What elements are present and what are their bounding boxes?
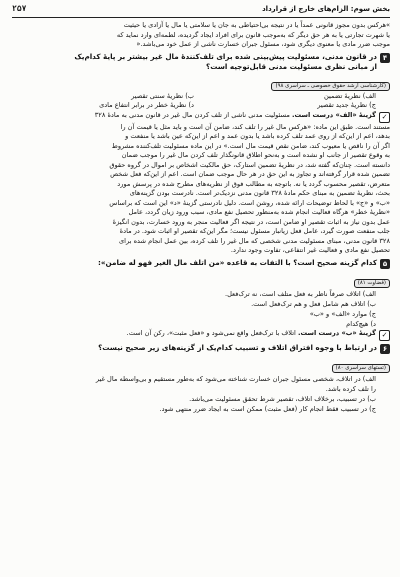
intro-line: »هرکس بدون مجوز قانونی عمداً یا در نتیجه بی‌احتیاطی به جان یا سلامتی یا مال یا آزادی یا حیثیت	[123, 21, 390, 29]
answer-line: دانسته است. چنان‌که گفته شد، در نظریهٔ تضمین استارک، حق مالکیت اشخاص بر اموال در گروه حقوق	[109, 160, 390, 169]
question-text: در قانون مدنی، مسئولیت پیش‌بینی شده برای تلف‌کنندهٔ مال غیر بیشتر بر پایهٔ کدام‌یک	[74, 51, 377, 61]
answer-lead: گزینهٔ «الف» درست است.	[292, 110, 376, 119]
answer-lead: گزینهٔ «ب» درست است.	[297, 328, 376, 337]
answer-line: متعرض، تقصیر محسوب گردد یا نه. باتوجه به مطالب فوق از نظریه‌های مطرح شده در پرسش مورد	[117, 179, 390, 188]
checkmark-icon: ✓	[379, 112, 390, 123]
option-c: ج) موارد «الف» و «ب»	[309, 309, 376, 318]
answer-line: مسئولیت مدنی ناشی از تلف کردن مال غیر در قانون مدنی به مادهٔ ۳۲۸	[94, 110, 290, 119]
question-number: ۴	[380, 53, 390, 63]
question-text: از مبانی نظری مسئولیت مدنی قابل‌توجیه است؟	[206, 61, 377, 71]
option-a-continued: را تلف کرده باشد.	[325, 384, 376, 393]
source-tag: (کارشناسی ارشد حقوق خصوصی ـ سراسری ۹۸)	[271, 82, 390, 91]
question-number: ۶	[380, 344, 390, 354]
source-tag: (تستهای سراسری ۸۰)	[332, 364, 390, 373]
answer-line: مستند است. طبق این ماده: «هرکس مال غیر را تلف کند، ضامن آن است و باید مثل یا قیمت آن را	[120, 122, 390, 131]
intro-paragraph	[12, 21, 390, 50]
source-tag: (قضاوت ۸۱)	[354, 279, 390, 288]
answer-block	[12, 329, 390, 341]
option-b: ب) نظریهٔ سنتی تقصیر	[131, 91, 194, 100]
answer-line: عمل بدون نیاز به اثبات تقصیر او ضامن است، در نتیجه اگر فعالیت منجر به ورود خسارت، بدون انگیزهٔ	[112, 217, 390, 226]
answer-line: به وقوع تقصیر از جانب او نشده است و به‌نحو اطلاق قانونگذار تلف کردن مال غیر را موجب ضمان	[121, 151, 390, 159]
answer-text: اتلاف با ترک‌فعل واقع نمی‌شود و «فعل مثبت»، رکن آن است.	[126, 328, 296, 337]
option-a: الف) در اتلاف، شخصی مسئول جبران خسارت شناخته می‌شود که به‌طور مستقیم و بی‌واسطه مال غیر	[95, 374, 376, 383]
answer-line: «نظریهٔ خطر» هرگاه فعالیت انجام شده به‌منظور تحصیل نفع مادی، سبب ورود زیان گردد، عامل	[128, 208, 390, 216]
section-title: بخش سوم: الزام‌های خارج از قرارداد	[262, 4, 390, 13]
option-a: الف) نظریهٔ تضمین	[323, 91, 376, 100]
options-list	[12, 374, 376, 414]
options-list	[12, 289, 376, 329]
question-5	[12, 258, 390, 341]
option-c: ج) نظریهٔ جدید تقصیر	[317, 101, 376, 109]
option-d: د) نظریهٔ خطر در برابر انتفاع مادی	[99, 101, 194, 109]
checkmark-icon: ✓	[379, 330, 390, 341]
answer-line: ۳۲۸ قانون مدنی، مبنای مسئولیت مدنی شخصی که مال غیر را تلف کرده، بین عمل انجام شده برای	[119, 236, 390, 245]
intro-line: یا شهرت تجارتی یا به هر حق دیگر که به‌موجب قانون برای افراد ایجاد گردیده، لطمه‌ای وارد نماید که	[116, 30, 390, 39]
answer-block	[12, 111, 390, 123]
intro-line: موجب ضرر مادی یا معنوی دیگری شود، مسئول جبران خسارت ناشی از عمل خود می‌باشد.«	[136, 40, 390, 48]
question-text: در ارتباط با وجوه افتراق اتلاف و تسبیب کدام‌یک از گزینه‌های زیر صحیح نیست؟	[98, 342, 377, 352]
question-text: کدام گزینه صحیح است؟ با التفات به قاعده «من اتلف مال الغیر فهو له ضامن»:	[98, 257, 377, 267]
option-b: ب) در تسبیب، برخلاف اتلاف، تقصیر شرط تحقق مسئولیت می‌باشد.	[189, 394, 376, 403]
answer-line: بحث، نظریهٔ تضمین به مبنای حکم مادهٔ ۳۲۸ قانون مدنی نزدیک‌تر است. نادرست بودن گزینه‌های	[129, 189, 390, 197]
option-c: ج) در تسبیب فقط انجام کار (فعل مثبت) ممکن است به ایجاد ضرر منتهی شود.	[159, 404, 376, 413]
page-number: ۲۵۷	[12, 4, 27, 13]
question-4	[12, 52, 390, 256]
answer-line: بدهد، اعم از این‌که از روی عمد تلف کرده باشد یا بدون عمد و اعم از این‌که عین باشد یا منفعت و	[125, 132, 390, 140]
question-number: ۵	[380, 259, 390, 269]
answer-line: تضمین شده قرار گرفته‌اند و تجاوز به این حق در هر حال موجب ضمان است. اعم از این‌که فعل شخص	[110, 170, 390, 178]
page-header	[12, 0, 390, 18]
answer-line: «ب» و «ج» با لحاظ توضیحات ارائه شده، روشن است. دلیل نادرستی گزینهٔ «د» این است که براساس	[109, 198, 390, 207]
answer-line: اگر آن را ناقص یا معیوب کند، ضامن نقص قیمت مال است.» در این ماده مسئولیت تلف‌کننده مشروط	[111, 141, 390, 150]
option-d: د) هیچ‌کدام	[346, 319, 376, 328]
question-6	[12, 343, 390, 414]
option-a: الف) اتلاف صرفاً ناظر به فعل متلف است، نه ترک‌فعل.	[224, 289, 376, 298]
answer-line: جلب منفعت صورت گیرد، عامل فعل زیانبار مسئول نیست؛ مگر این‌که تقصیر او اثبات شود. در مادهٔ	[119, 227, 390, 235]
options-list	[12, 92, 376, 111]
option-b: ب) اتلاف هم شامل فعل و هم ترک‌فعل است.	[251, 299, 376, 308]
answer-line: تحصیل نفع مادی و فعالیت غیر انتفاعی، تفاوت وجود ندارد.	[230, 246, 390, 254]
